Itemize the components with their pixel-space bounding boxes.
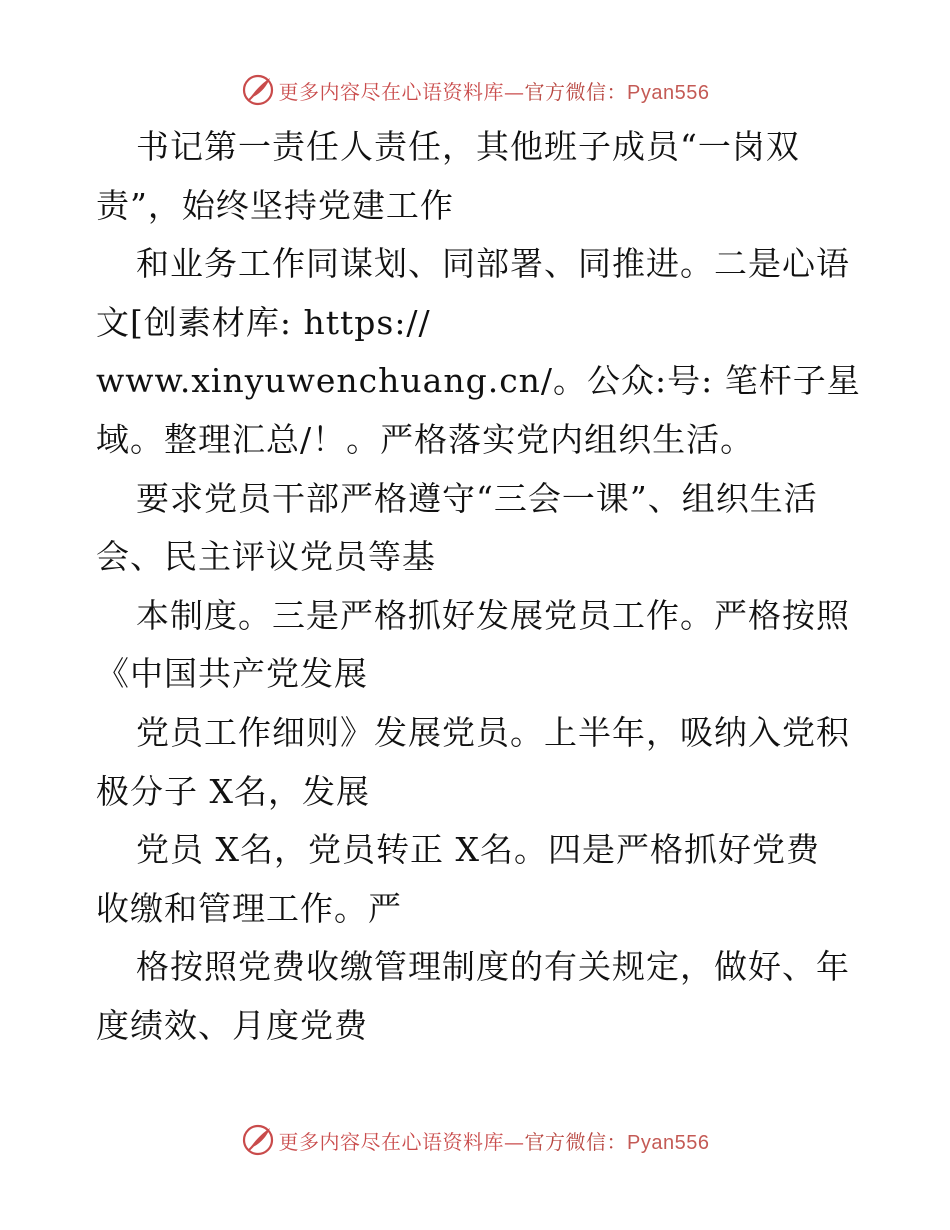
text-line: 党员工作细则》发展党员。上半年，吸纳入党积 [136, 712, 850, 752]
banner-wechat-id: Pyan556 [627, 1131, 710, 1154]
text-line: 会、民主评议党员等基 [96, 537, 436, 577]
footer-banner [0, 1120, 950, 1160]
feather-pen-logo-icon [241, 73, 275, 107]
text-line: 和业务工作同谋划、同部署、同推进。二是心语 [136, 244, 850, 284]
banner-wechat-id: Pyan556 [627, 81, 710, 104]
text-line: 格按照党费收缴管理制度的有关规定，做好、年 [136, 947, 850, 987]
text-line: 要求党员干部严格遵守“三会一课”、组织生活 [136, 478, 818, 518]
text-line: 书记第一责任人责任，其他班子成员“一岗双 [136, 127, 800, 166]
text-line: 文[创素材库: https:// [96, 302, 431, 342]
text-line: 本制度。三是严格抓好发展党员工作。严格按照 [136, 595, 850, 635]
feather-pen-logo-icon [241, 1123, 275, 1157]
header-banner [0, 70, 950, 110]
text-line: 极分子 X名，发展 [96, 771, 370, 811]
text-line: 党员 X名，党员转正 X名。四是严格抓好党费 [136, 830, 820, 870]
banner-wechat-label: 官方微信： [524, 1129, 628, 1154]
banner-dash: — [504, 1129, 525, 1154]
text-line: 域。整理汇总/！。严格落实党内组织生活。 [96, 419, 755, 459]
banner-wechat-label: 官方微信： [524, 79, 628, 104]
document-body [96, 118, 861, 1056]
banner-title: 更多内容尽在心语资料库 [278, 1129, 505, 1154]
text-line: 责”，始终坚持党建工作 [96, 185, 454, 225]
banner-dash: — [504, 79, 525, 104]
text-line: www.xinyuwenchuang.cn/。公众:号: 笔杆子星 [96, 361, 861, 401]
banner-title: 更多内容尽在心语资料库 [278, 79, 505, 104]
text-line: 度绩效、月度党费 [96, 1005, 368, 1045]
text-line: 《中国共产党发展 [96, 654, 368, 694]
text-line: 收缴和管理工作。严 [96, 888, 402, 928]
